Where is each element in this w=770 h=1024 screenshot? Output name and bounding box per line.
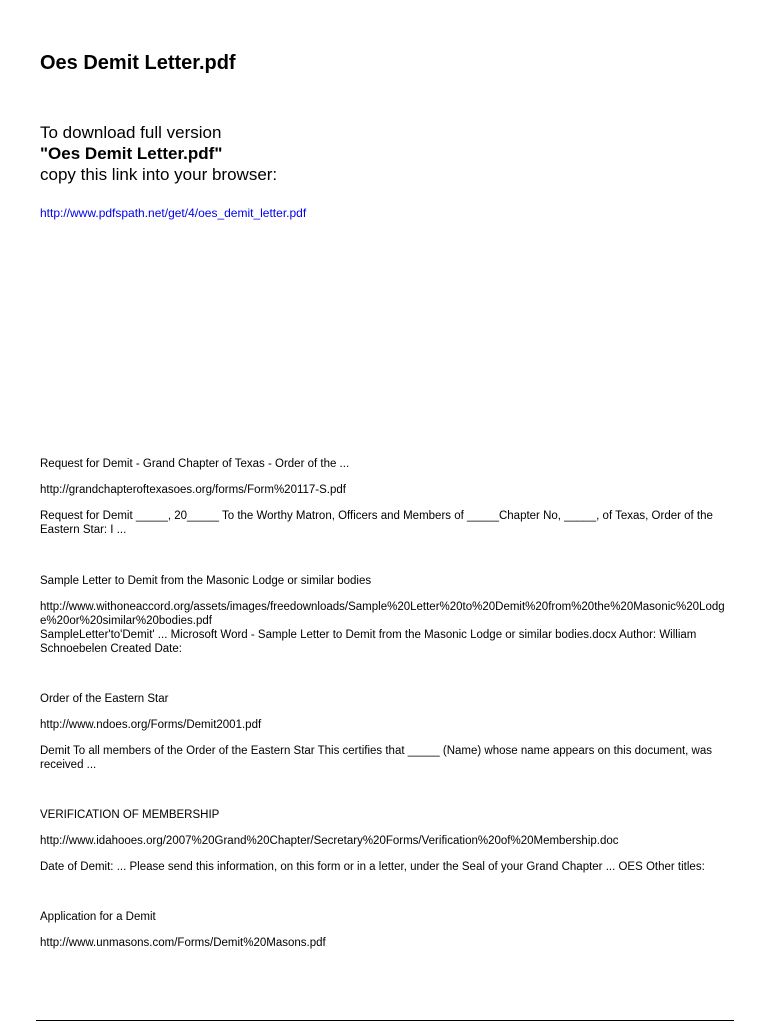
result-item [40, 910, 740, 950]
result-title: Sample Letter to Demit from the Masonic Lodge or similar bodies [40, 575, 372, 587]
download-link[interactable]: http://www.pdfspath.net/get/4/oes_demit_letter.pdf [40, 206, 307, 220]
download-filename: "Oes Demit Letter.pdf" [40, 144, 223, 163]
result-title: VERIFICATION OF MEMBERSHIP [40, 809, 220, 821]
result-url: http://grandchapteroftexasoes.org/forms/Form%20117-S.pdf [40, 484, 346, 496]
result-title: Request for Demit - Grand Chapter of Texas - Order of the ... [40, 458, 350, 470]
result-description: Request for Demit _____, 20_____ To the Worthy Matron, Officers and Members of _____Chapter No, _____, of Texas, Order of the Eastern Star: I ... [40, 510, 713, 536]
download-line-1: To download full version [40, 123, 222, 142]
result-title: Order of the Eastern Star [40, 693, 169, 705]
result-url: http://www.ndoes.org/Forms/Demit2001.pdf [40, 719, 262, 731]
result-description: SampleLetter'to'Demit' ... Microsoft Word - Sample Letter to Demit from the Masonic Lodge or similar bodies.docx Author: William Schnoebelen Created Date: [40, 629, 697, 655]
download-info [40, 122, 277, 185]
result-url: http://www.idahooes.org/2007%20Grand%20Chapter/Secretary%20Forms/Verification%20of%20Membership.doc [40, 835, 619, 847]
footer-divider [36, 1020, 734, 1021]
result-item [40, 574, 740, 656]
result-title: Application for a Demit [40, 911, 156, 923]
result-description: Date of Demit: ... Please send this information, on this form or in a letter, under the Seal of your Grand Chapter ... OES Other titles: [40, 861, 705, 873]
result-item [40, 457, 740, 537]
page-title: Oes Demit Letter.pdf [40, 52, 236, 74]
result-description: Demit To all members of the Order of the Eastern Star This certifies that _____ (Name) whose name appears on this document, was received ... [40, 745, 713, 771]
result-url: http://www.unmasons.com/Forms/Demit%20Masons.pdf [40, 937, 326, 949]
download-line-3: copy this link into your browser: [40, 165, 278, 184]
result-item [40, 808, 740, 874]
result-url: http://www.withoneaccord.org/assets/images/freedownloads/Sample%20Letter%20to%20Demit%20from%20the%20Masonic%20Lodge%20or%20similar%20bodies.pdf [40, 601, 725, 627]
result-item [40, 692, 740, 772]
